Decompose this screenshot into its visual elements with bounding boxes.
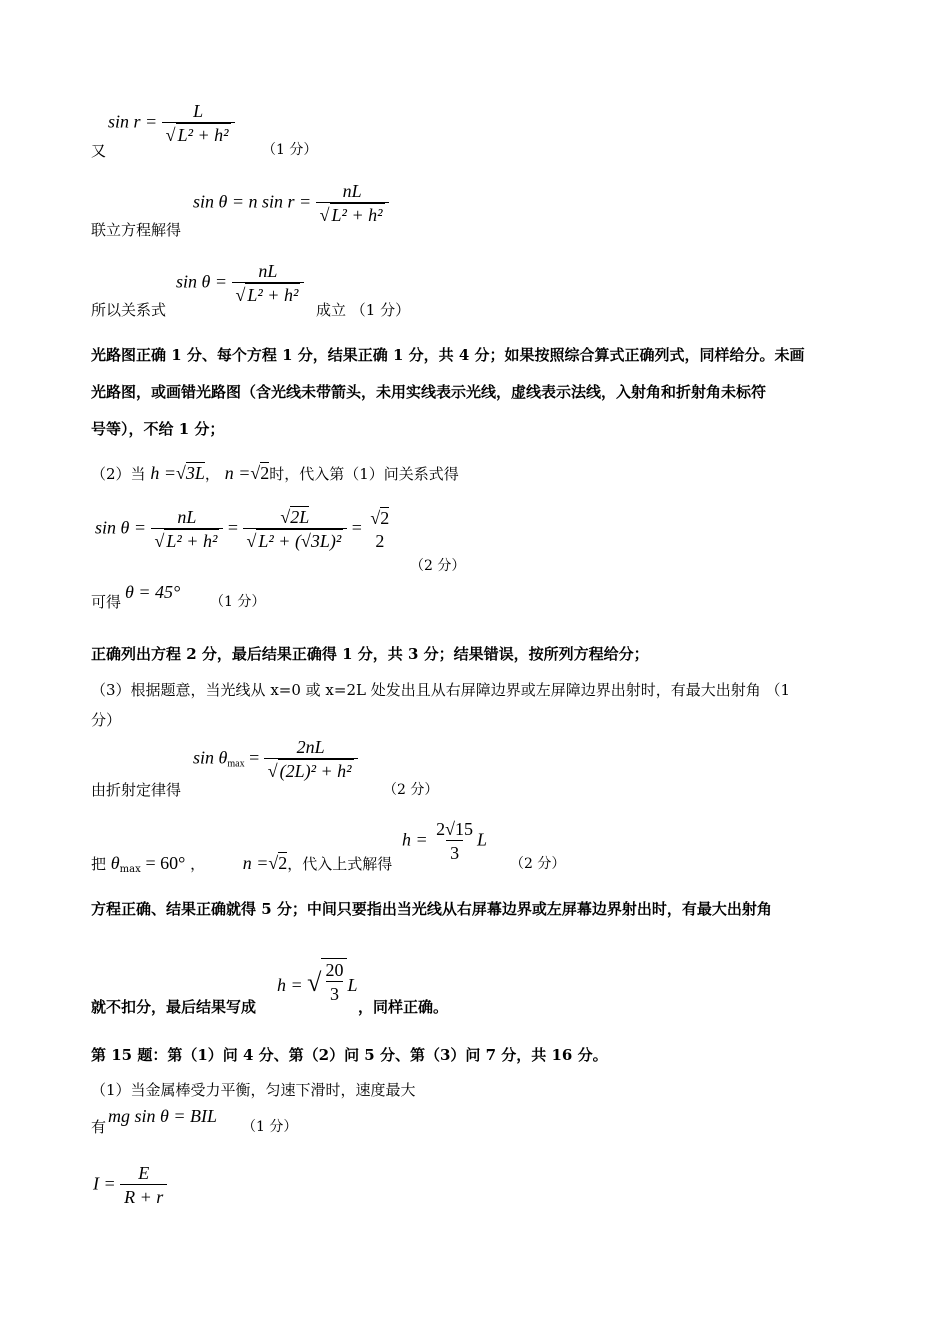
score: （2 分） xyxy=(410,558,466,574)
fraction xyxy=(162,100,235,147)
grading-note-4: 正确列出方程 2 分，最后结果正确得 1 分，共 3 分；结果错误，按所列方程给分； xyxy=(91,645,649,663)
score: （1 分） xyxy=(262,142,318,158)
score: （1 分） xyxy=(210,594,266,610)
part3-line1: （3）根据题意，当光线从 x=0 或 x=2L 处发出且从右屏障边界或左屏障边界出射时，有最大出射角 （1 xyxy=(91,681,791,699)
grading-note-6b: ，同样正确。 xyxy=(358,998,449,1016)
text-lianli: 联立方程解得 xyxy=(91,221,182,239)
formula-snell: sin θ = n sin r = nL √ L² + h² xyxy=(193,180,389,227)
score: （1 分） xyxy=(242,1119,298,1135)
score: （2 分） xyxy=(510,856,566,872)
text-zheshe: 由折射定律得 xyxy=(91,781,182,799)
formula-sin-r xyxy=(108,100,235,147)
part2-intro: （2）当 h =√3L， n =√2时，代入第（1）问关系式得 xyxy=(91,463,459,483)
formula-sin-r-lhs: sin r = xyxy=(108,111,158,132)
part3-sub: 把 $\theta_{max} = 60^\circ$ ， n =√2，代入上式解得 xyxy=(91,853,393,875)
grading-note-3: 号等），不给 1 分； xyxy=(91,420,225,438)
formula-theta45: θ = 45° xyxy=(125,582,181,602)
score: （2 分） xyxy=(383,782,439,798)
text-suoyi: 所以关系式 xyxy=(91,301,167,319)
formula-max: $\sin \theta_{max}$ = 2nL √ (2L)² + h² xyxy=(193,736,358,783)
formula-h: h = $\frac{2√15}{3}$ L xyxy=(402,819,488,863)
formula-force: mg sin θ = BIL xyxy=(108,1106,217,1126)
text-you2: 有 xyxy=(91,1118,107,1136)
part3-line2: 分） xyxy=(91,711,122,729)
text-chengli: 成立 （1 分） xyxy=(316,301,411,319)
numerator: L xyxy=(193,101,204,121)
text-kede: 可得 xyxy=(91,593,122,611)
fraction: nL √ L² + h² xyxy=(316,180,389,227)
formula-part2: sin θ = nL √ L² + h² = √2L √ L² + (√3L)² = √2 2 xyxy=(95,507,390,551)
formula-h-alt: h = √ $\frac{20}{3}$ L xyxy=(277,958,357,1008)
formula-relation: sin θ = nL √ L² + h² xyxy=(176,260,304,307)
grading-note-1: 光路图正确 1 分、每个方程 1 分，结果正确 1 分，共 4 分；如果按照综合算式正确列式，同样给分。未画 xyxy=(91,346,805,364)
q15-header: 第 15 题：第（1）问 4 分、第（2）问 5 分、第（3）问 7 分，共 16 分。 xyxy=(91,1046,608,1064)
grading-note-6a: 就不扣分，最后结果写成 xyxy=(91,998,257,1016)
grading-note-5: 方程正确、结果正确就得 5 分；中间只要指出当光线从右屏幕边界或左屏幕边界射出时，有最大出射角 xyxy=(91,900,772,918)
text-you: 又 xyxy=(91,142,107,160)
q15-part1: （1）当金属棒受力平衡，匀速下滑时，速度最大 xyxy=(91,1081,416,1099)
formula-current: I = $\frac{E}{R + r}$ xyxy=(93,1162,167,1209)
denominator: √ L² + h² xyxy=(162,122,235,147)
grading-note-2: 光路图，或画错光路图（含光线未带箭头，未用实线表示光线，虚线表示法线，入射角和折射角未标符 xyxy=(91,383,767,401)
